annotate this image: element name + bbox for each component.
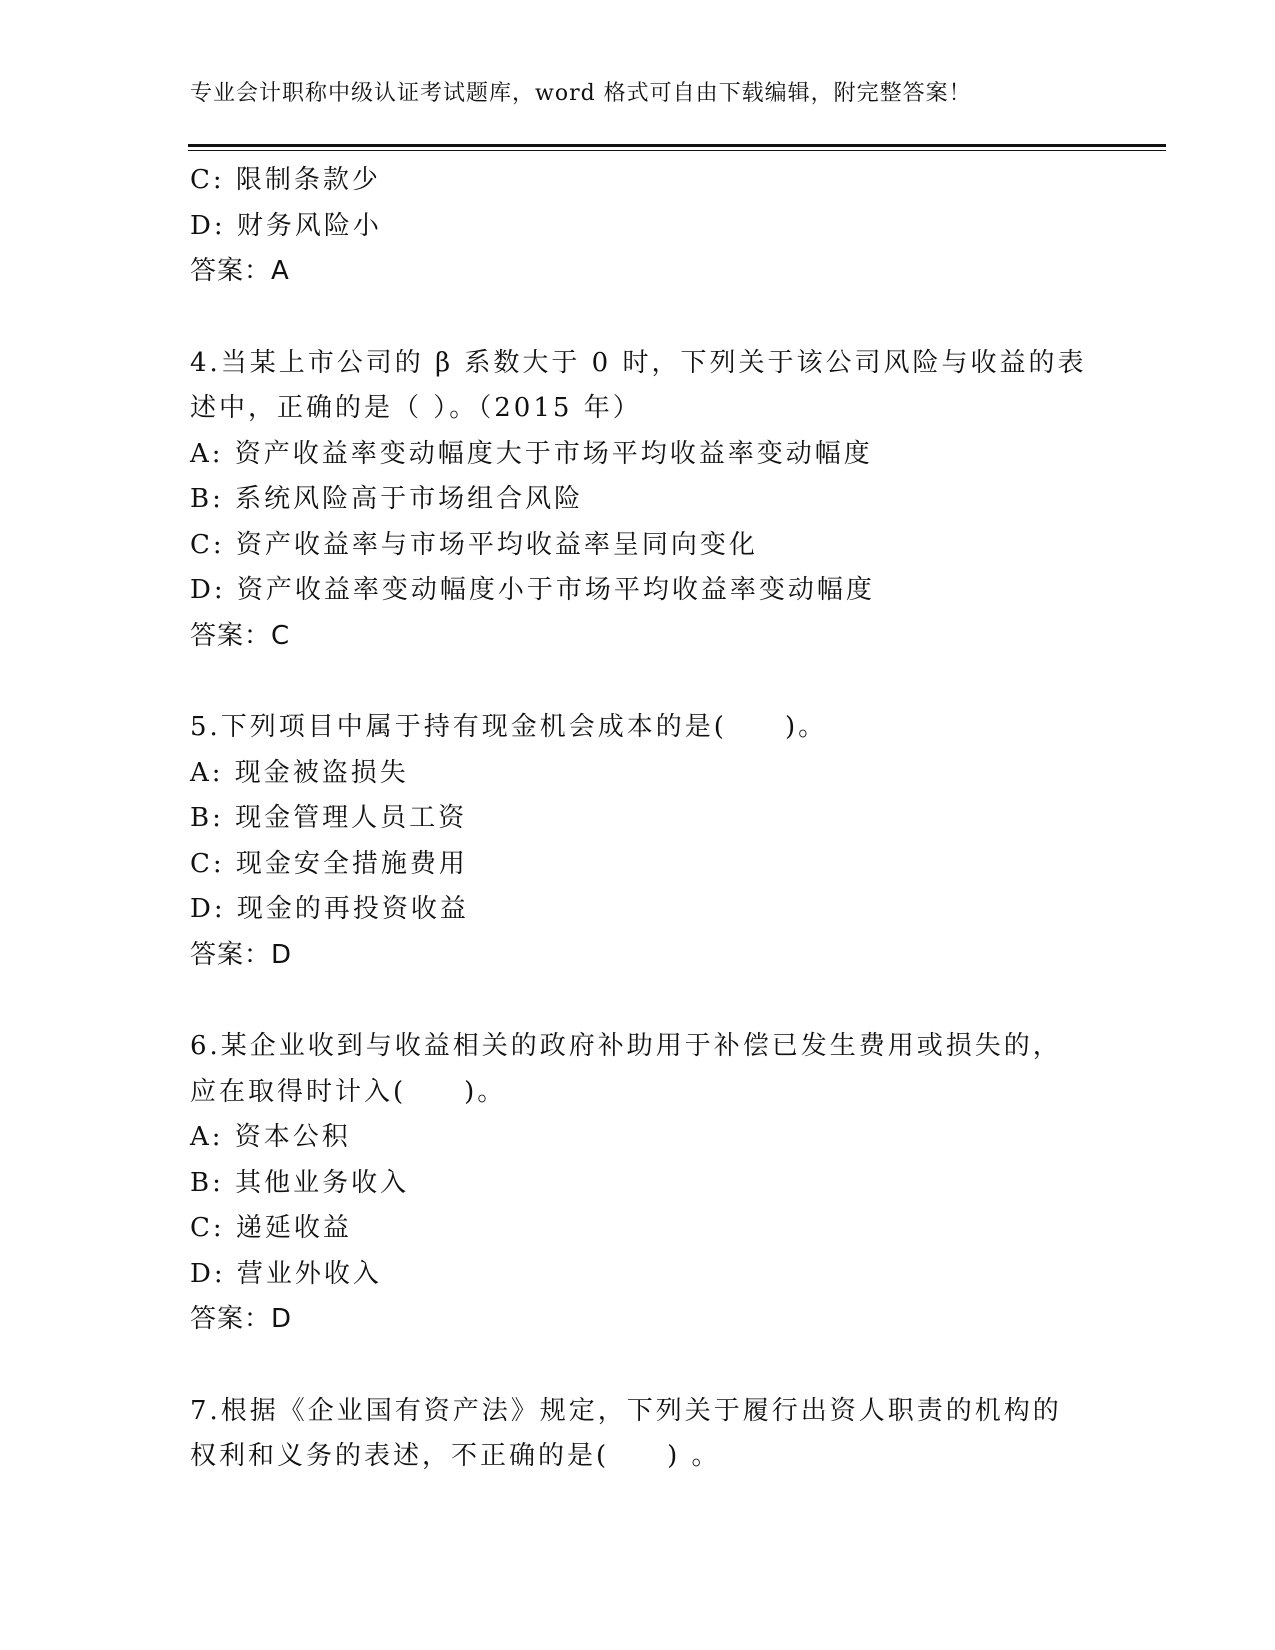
question-text: 5.下列项目中属于持有现金机会成本的是( )。 [190,712,828,742]
option-a: A: 资产收益率变动幅度大于市场平均收益率变动幅度 [190,438,873,469]
question-text-cont: 述中，正确的是（ ）。（2015 年） [190,393,642,423]
block-gap [190,659,1150,705]
question-block-6 [190,1024,1150,1343]
question-text-cont: 应在取得时计入( )。 [190,1076,507,1107]
option-b: B: 其他业务收入 [190,1167,410,1198]
option-c: C: 现金安全措施费用 [190,848,468,879]
option-c: C: 递延收益 [190,1213,352,1243]
option-b: B: 现金管理人员工资 [190,803,468,833]
answer-line: 答案：C [190,620,291,651]
header-rule-thin [188,150,1166,151]
block-gap [190,1343,1150,1389]
option-d: D: 财务风险小 [190,210,382,241]
page-header: 专业会计职称中级认证考试题库，word 格式可自由下载编辑，附完整答案！ [190,81,972,106]
option-a: A: 资本公积 [190,1122,351,1152]
question-content [190,158,1150,1480]
option-d: D: 资产收益率变动幅度小于市场平均收益率变动幅度 [190,575,875,605]
option-c: C: 资产收益率与市场平均收益率呈同向变化 [190,529,758,560]
option-a: A: 现金被盗损失 [190,757,409,788]
option-c: C: 限制条款少 [190,165,381,195]
answer-line: 答案：A [190,256,290,286]
question-block-3 [190,158,1150,295]
option-b: B: 系统风险高于市场组合风险 [190,484,584,514]
question-block-4 [190,341,1150,660]
question-text: 7.根据《企业国有资产法》规定，下列关于履行出资人职责的机构的 [190,1395,1062,1426]
answer-line: 答案：D [190,939,293,970]
block-gap [190,295,1150,341]
question-text: 6.某企业收到与收益相关的政府补助用于补偿已发生费用或损失的， [190,1031,1062,1061]
header-rule-thick [188,144,1166,147]
option-d: D: 现金的再投资收益 [190,894,469,924]
question-block-7 [190,1389,1150,1480]
question-text: 4.当某上市公司的 β 系数大于 0 时，下列关于该公司风险与收益的表 [190,347,1087,378]
option-d: D: 营业外收入 [190,1258,382,1289]
question-text-cont: 权利和义务的表述，不正确的是( ) 。 [190,1441,721,1471]
block-gap [190,978,1150,1024]
question-block-5 [190,705,1150,978]
answer-line: 答案：D [190,1304,293,1334]
